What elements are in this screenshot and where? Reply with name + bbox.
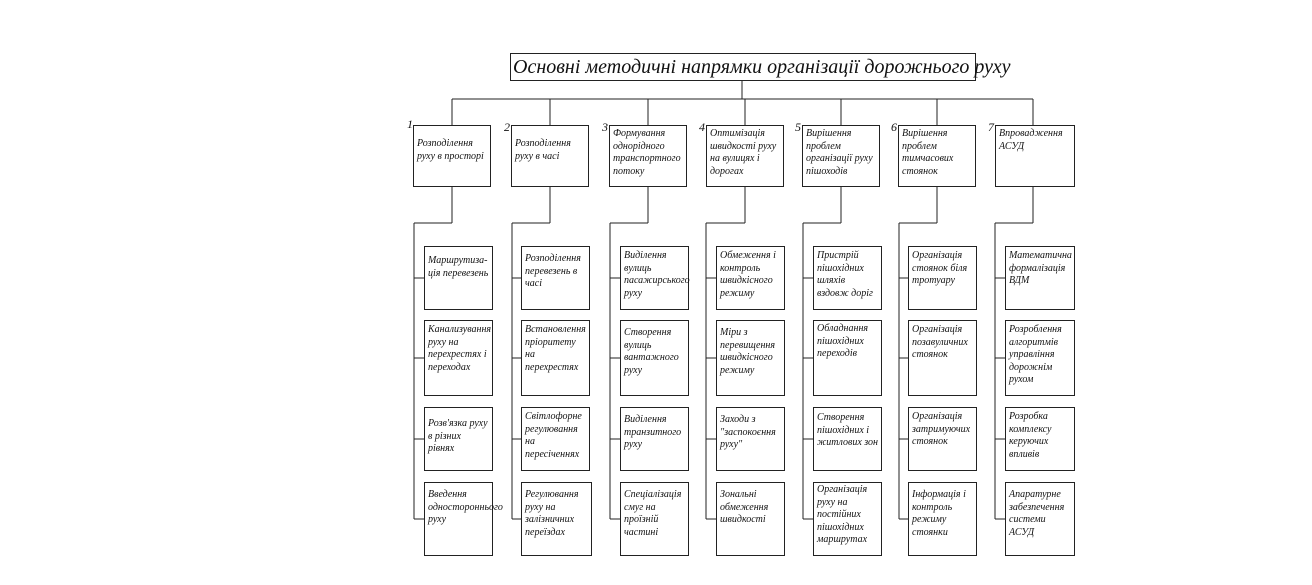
category-number: 7 [988,120,994,134]
item-box: Розподілення перевезень в часі [521,246,590,310]
category-number: 6 [891,120,897,134]
item-box: Обладнання пішохідних переходів [813,320,882,396]
item-box: Виділення транзитного руху [620,407,689,471]
category-box: Розподілення руху в часі [511,125,589,187]
item-box: Світлофорне регулювання на пересіченнях [521,407,590,471]
category-box: Оптимізація швидкості руху на вулицях і дорогах [706,125,784,187]
item-box: Інформація і контроль режиму стоянки [908,482,977,556]
item-box: Створення вулиць вантажного руху [620,320,689,396]
category-number: 1 [407,117,413,131]
item-box: Обмеження і контроль швидкісного режиму [716,246,785,310]
category-number: 4 [699,120,705,134]
item-box: Виділення вулиць пасажирського руху [620,246,689,310]
item-box: Організація позавуличних стоянок [908,320,977,396]
item-box: Встановлення пріоритету на перехрестях [521,320,590,396]
item-box: Розробка комплексу керуючих впливів [1005,407,1075,471]
category-box: Впровадження АСУД [995,125,1075,187]
item-box: Організація стоянок біля тротуару [908,246,977,310]
item-box: Організація руху на постійних пішохідних маршрутах [813,482,882,556]
item-box: Розв'язка руху в різних рівнях [424,407,493,471]
item-box: Маршрутиза-ція перевезень [424,246,493,310]
category-box: Вирішення проблем організації руху пішоходів [802,125,880,187]
item-box: Введення одностороннього руху [424,482,493,556]
item-box: Апаратурне забезпечення системи АСУД [1005,482,1075,556]
item-box: Пристрій пішохідних шляхів вздовж доріг [813,246,882,310]
item-box: Організація затримуючих стоянок [908,407,977,471]
item-box: Канализування руху на перехрестях і переходах [424,320,493,396]
item-box: Створення пішохідних і житлових зон [813,407,882,471]
diagram-title: Основні методичні напрямки організації дорожнього руху [510,53,976,81]
item-box: Спеціалізація смуг на проїзній частині [620,482,689,556]
category-number: 2 [504,120,510,134]
category-box: Розподілення руху в просторі [413,125,491,187]
item-box: Зональні обмеження швидкості [716,482,785,556]
item-box: Розроблення алгоритмів управління дорожнім рухом [1005,320,1075,396]
item-box: Математична формалізація ВДМ [1005,246,1075,310]
category-number: 3 [602,120,608,134]
item-box: Міри з перевищення швидкісного режиму [716,320,785,396]
item-box: Регулювання руху на залізничних переїздах [521,482,592,556]
item-box: Заходи з "заспокоєння руху" [716,407,785,471]
category-box: Вирішення проблем тимчасових стоянок [898,125,976,187]
category-number: 5 [795,120,801,134]
category-box: Формування однорідного транспортного потоку [609,125,687,187]
